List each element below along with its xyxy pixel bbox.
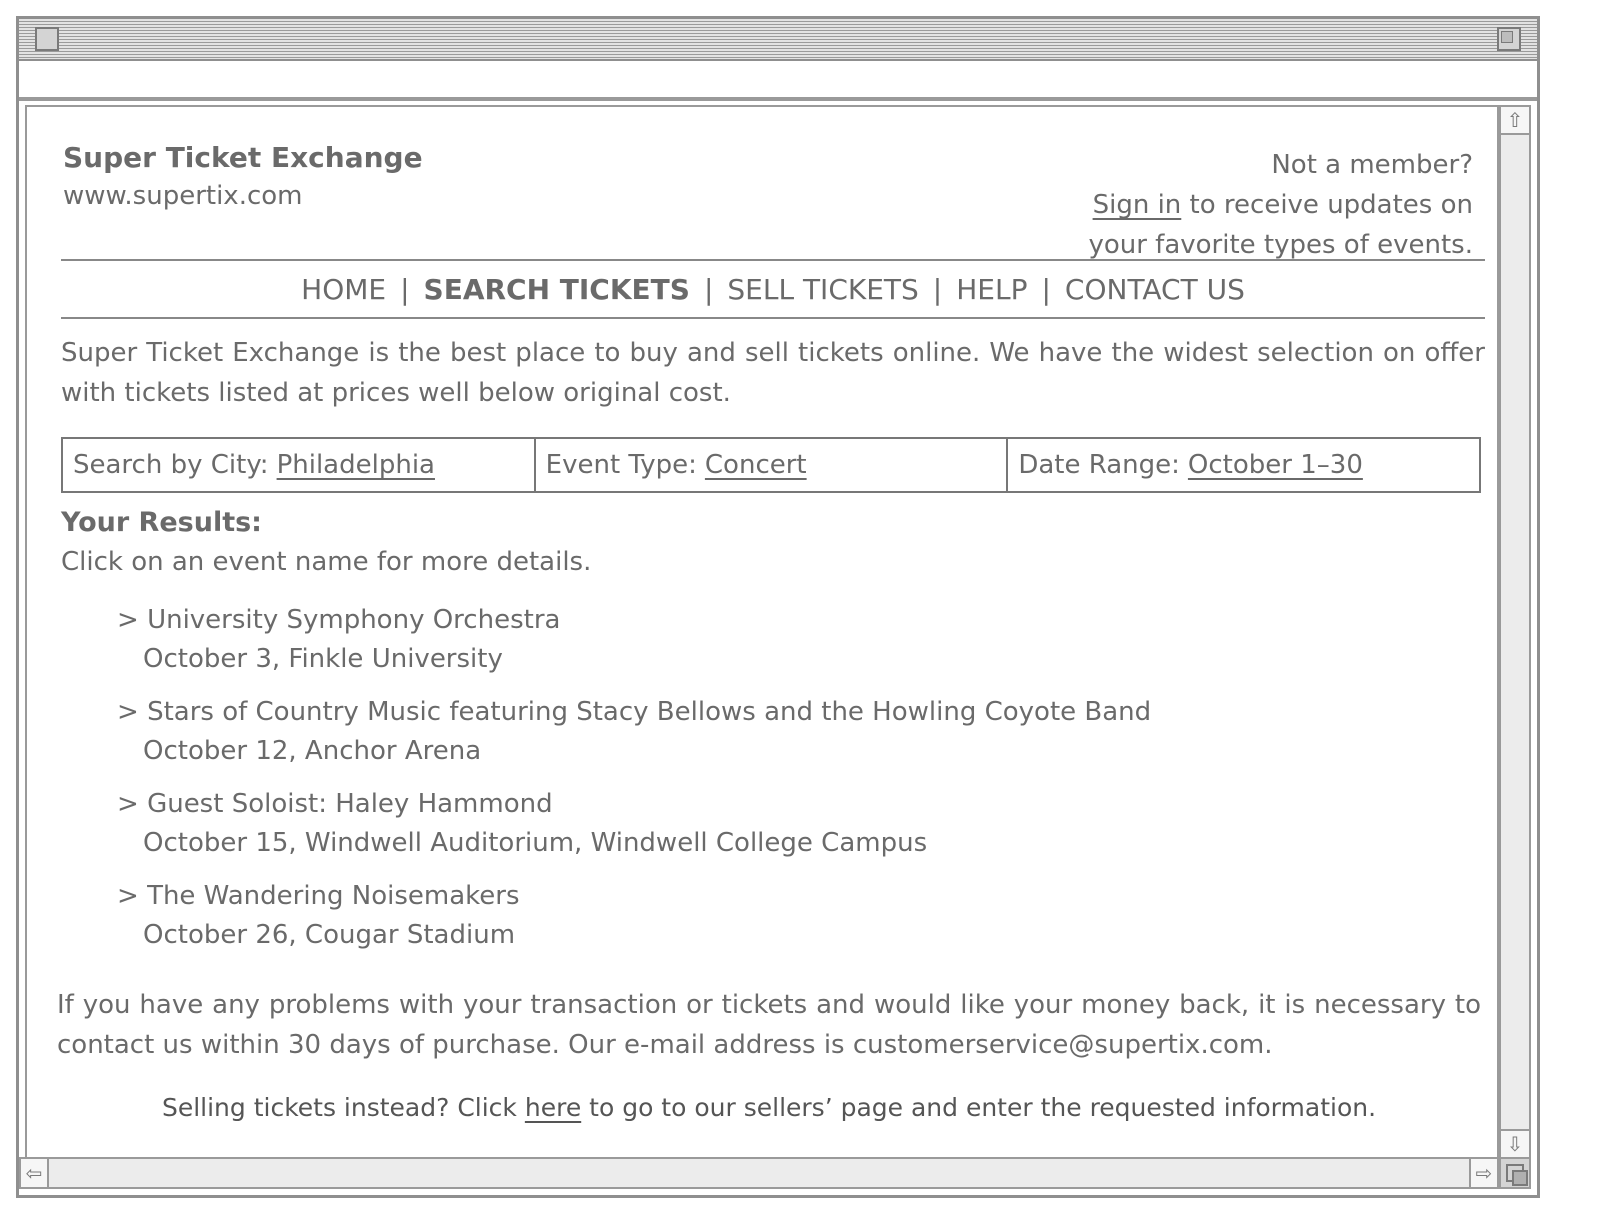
list-item <box>117 601 1417 679</box>
event-detail: October 3, Finkle University <box>143 644 503 674</box>
site-url: www.supertix.com <box>63 181 303 211</box>
event-detail: October 12, Anchor Arena <box>143 736 482 766</box>
toolbar <box>19 61 1537 101</box>
nav-home[interactable]: HOME <box>301 272 387 306</box>
event-type-value[interactable]: Concert <box>704 450 807 480</box>
refund-note: If you have any problems with your transaction or tickets and would like your money back, it is necessary to contact us within 30 days of purchase. Our e-mail address is customerservice@supertix.com. <box>57 990 1481 1060</box>
vertical-scrollbar[interactable] <box>1499 105 1531 1159</box>
event-name-link[interactable]: > The Wandering Noisemakers <box>117 877 1417 916</box>
results-list <box>117 601 1417 969</box>
nav-separator: | <box>932 272 943 306</box>
search-city-value[interactable]: Philadelphia <box>276 450 435 480</box>
event-name-link[interactable]: > Guest Soloist: Haley Hammond <box>117 785 1417 824</box>
event-type-label: Event Type: <box>545 450 697 480</box>
sign-in-text: to receive updates on <box>1181 190 1473 220</box>
nav-sell-tickets[interactable]: SELL TICKETS <box>727 272 919 306</box>
sellers-text-before: Selling tickets instead? Click <box>161 1093 525 1122</box>
event-name-link[interactable]: > University Symphony Orchestra <box>117 601 1417 640</box>
date-range-cell <box>1006 439 1479 491</box>
sellers-text-after: to go to our sellers’ page and enter the requested information. <box>581 1093 1377 1122</box>
event-detail: October 15, Windwell Auditorium, Windwell College Campus <box>143 828 928 858</box>
list-item <box>117 693 1417 771</box>
close-box[interactable] <box>35 27 59 51</box>
title-bar[interactable] <box>19 19 1537 61</box>
main-nav <box>61 259 1485 319</box>
sellers-note <box>57 1093 1481 1122</box>
member-box <box>953 145 1473 265</box>
nav-separator: | <box>400 272 410 306</box>
arrow-down-icon[interactable]: ⇩ <box>1501 1129 1529 1157</box>
intro-text: Super Ticket Exchange is the best place to buy and sell tickets online. We have the widest selection on offer with tickets listed at prices well below original cost. <box>61 338 1485 408</box>
date-range-value[interactable]: October 1–30 <box>1187 450 1363 480</box>
search-bar <box>61 437 1481 493</box>
sign-in-line <box>953 185 1473 225</box>
member-question: Not a member? <box>1271 150 1473 180</box>
date-range-label: Date Range: <box>1018 450 1180 480</box>
horizontal-scrollbar[interactable] <box>19 1157 1499 1189</box>
search-city-cell <box>63 439 534 491</box>
event-detail: October 26, Cougar Stadium <box>143 920 516 950</box>
nav-contact-us[interactable]: CONTACT US <box>1064 272 1245 306</box>
browser-window <box>16 16 1540 1198</box>
sellers-here-link[interactable]: here <box>524 1093 582 1122</box>
sign-in-link[interactable]: Sign in <box>1092 190 1182 220</box>
page-content <box>25 105 1499 1159</box>
nav-search-tickets[interactable]: SEARCH TICKETS <box>423 272 690 306</box>
event-type-cell <box>534 439 1007 491</box>
arrow-right-icon[interactable]: ⇨ <box>1469 1159 1497 1187</box>
search-city-label: Search by City: <box>73 450 269 480</box>
sign-in-text-line2: your favorite types of events. <box>1088 230 1473 260</box>
results-hint: Click on an event name for more details. <box>61 547 592 577</box>
list-item <box>117 877 1417 955</box>
list-item <box>117 785 1417 863</box>
event-name-link[interactable]: > Stars of Country Music featuring Stacy Bellows and the Howling Coyote Band <box>117 693 1417 732</box>
zoom-box[interactable] <box>1497 27 1521 51</box>
resize-handle-icon[interactable] <box>1499 1157 1531 1189</box>
arrow-up-icon[interactable]: ⇧ <box>1501 107 1529 135</box>
nav-help[interactable]: HELP <box>956 272 1028 306</box>
nav-separator: | <box>1041 272 1051 306</box>
arrow-left-icon[interactable]: ⇦ <box>21 1159 49 1187</box>
nav-separator: | <box>703 272 714 306</box>
site-name: Super Ticket Exchange <box>63 141 423 174</box>
results-title: Your Results: <box>61 507 262 538</box>
